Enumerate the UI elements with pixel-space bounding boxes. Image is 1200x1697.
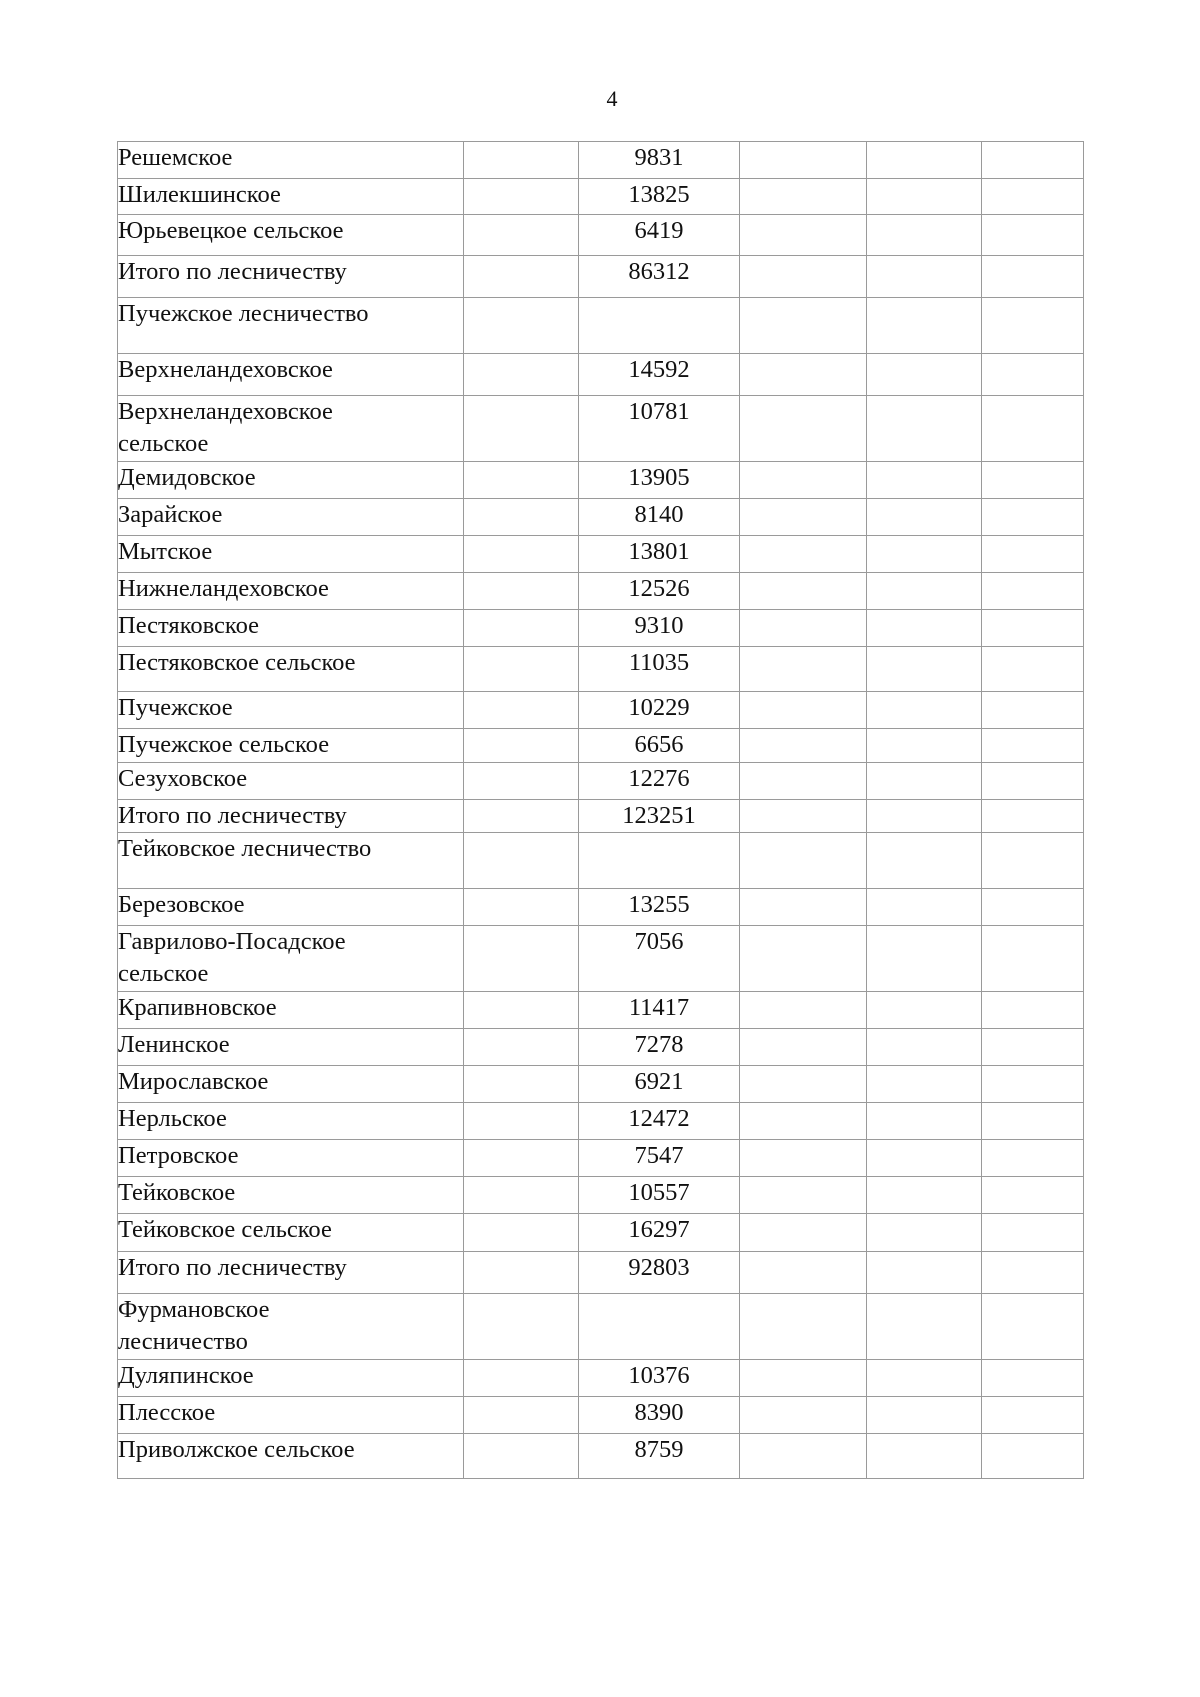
row-value: 6921 — [579, 1066, 740, 1103]
empty-cell — [464, 1177, 579, 1214]
row-name: Сезуховское — [118, 765, 248, 792]
empty-cell — [867, 1397, 982, 1434]
empty-cell — [867, 800, 982, 833]
row-value: 123251 — [579, 800, 740, 833]
empty-cell — [464, 610, 579, 647]
empty-cell — [867, 647, 982, 692]
empty-cell — [740, 298, 867, 354]
empty-cell — [867, 692, 982, 729]
empty-cell — [740, 647, 867, 692]
row-name-cell — [118, 179, 464, 215]
row-name-cell — [118, 354, 464, 396]
row-value: 11035 — [579, 647, 740, 692]
empty-cell — [464, 1103, 579, 1140]
empty-cell — [982, 610, 1084, 647]
row-name: Зарайское — [118, 501, 223, 528]
row-name: Гаврилово-Посадское сельское — [118, 928, 346, 987]
empty-cell — [982, 926, 1084, 992]
row-name: Тейковское сельское — [118, 1216, 332, 1243]
empty-cell — [464, 499, 579, 536]
row-name-cell — [118, 536, 464, 573]
empty-cell — [867, 256, 982, 298]
empty-cell — [982, 215, 1084, 256]
table-row — [118, 992, 1084, 1029]
empty-cell — [867, 215, 982, 256]
empty-cell — [982, 396, 1084, 462]
row-name: Итого по лесничеству — [118, 258, 347, 285]
empty-cell — [982, 692, 1084, 729]
table-row — [118, 1103, 1084, 1140]
row-value: 8390 — [579, 1397, 740, 1434]
table-row — [118, 1029, 1084, 1066]
row-name: Тейковское — [118, 1179, 236, 1206]
empty-cell — [740, 800, 867, 833]
empty-cell — [982, 1103, 1084, 1140]
empty-cell — [740, 729, 867, 763]
table-row — [118, 800, 1084, 833]
row-name-cell — [118, 573, 464, 610]
empty-cell — [464, 889, 579, 926]
empty-cell — [464, 536, 579, 573]
empty-cell — [740, 1103, 867, 1140]
empty-cell — [740, 573, 867, 610]
row-value: 92803 — [579, 1252, 740, 1294]
forestry-table — [117, 141, 1084, 1479]
table-row — [118, 215, 1084, 256]
table-row — [118, 833, 1084, 889]
empty-cell — [867, 889, 982, 926]
table-row — [118, 729, 1084, 763]
row-name: Верхнеландеховское сельское — [118, 398, 333, 457]
row-value: 10376 — [579, 1360, 740, 1397]
empty-cell — [982, 536, 1084, 573]
row-name-cell — [118, 647, 464, 692]
row-name-cell — [118, 833, 464, 889]
row-value: 11417 — [579, 992, 740, 1029]
empty-cell — [464, 1066, 579, 1103]
empty-cell — [740, 1177, 867, 1214]
row-name: Итого по лесничеству — [118, 802, 347, 829]
empty-cell — [867, 1360, 982, 1397]
row-name-cell — [118, 1252, 464, 1294]
empty-cell — [464, 298, 579, 354]
row-value: 7278 — [579, 1029, 740, 1066]
empty-cell — [867, 1294, 982, 1360]
empty-cell — [464, 1360, 579, 1397]
row-name-cell — [118, 1066, 464, 1103]
table-row — [118, 179, 1084, 215]
empty-cell — [867, 1103, 982, 1140]
empty-cell — [867, 992, 982, 1029]
empty-cell — [464, 833, 579, 889]
empty-cell — [982, 298, 1084, 354]
empty-cell — [740, 1140, 867, 1177]
empty-cell — [982, 142, 1084, 179]
empty-cell — [982, 1029, 1084, 1066]
row-value: 10781 — [579, 396, 740, 462]
empty-cell — [867, 1434, 982, 1479]
empty-cell — [740, 256, 867, 298]
row-value: 8140 — [579, 499, 740, 536]
page-number: 4 — [606, 86, 618, 111]
empty-cell — [464, 354, 579, 396]
row-name: Тейковское лесничество — [118, 835, 372, 862]
row-name: Нижнеландеховское — [118, 575, 329, 602]
empty-cell — [740, 1360, 867, 1397]
empty-cell — [464, 462, 579, 499]
row-name-cell — [118, 1029, 464, 1066]
empty-cell — [982, 889, 1084, 926]
table-row — [118, 1214, 1084, 1252]
row-name: Березовское — [118, 891, 245, 918]
empty-cell — [464, 396, 579, 462]
empty-cell — [464, 800, 579, 833]
empty-cell — [740, 610, 867, 647]
table-row — [118, 256, 1084, 298]
empty-cell — [867, 1214, 982, 1252]
empty-cell — [464, 692, 579, 729]
row-name: Петровское — [118, 1142, 239, 1169]
row-value: 9831 — [579, 142, 740, 179]
row-name: Дуляпинское — [118, 1362, 254, 1389]
empty-cell — [982, 179, 1084, 215]
empty-cell — [867, 763, 982, 800]
empty-cell — [867, 142, 982, 179]
empty-cell — [982, 499, 1084, 536]
table-row — [118, 354, 1084, 396]
row-name-cell — [118, 215, 464, 256]
row-name-cell — [118, 610, 464, 647]
table-row — [118, 889, 1084, 926]
row-name: Пестяковское сельское — [118, 649, 356, 676]
empty-cell — [982, 256, 1084, 298]
row-value: 10229 — [579, 692, 740, 729]
empty-cell — [740, 1397, 867, 1434]
empty-cell — [982, 800, 1084, 833]
row-name-cell — [118, 1214, 464, 1252]
empty-cell — [740, 179, 867, 215]
empty-cell — [740, 1252, 867, 1294]
row-name-cell — [118, 729, 464, 763]
empty-cell — [867, 610, 982, 647]
table-row — [118, 1360, 1084, 1397]
row-value: 13825 — [579, 179, 740, 215]
empty-cell — [740, 215, 867, 256]
empty-cell — [867, 499, 982, 536]
empty-cell — [464, 1252, 579, 1294]
row-name-cell — [118, 992, 464, 1029]
empty-cell — [464, 647, 579, 692]
table-row — [118, 610, 1084, 647]
row-value: 86312 — [579, 256, 740, 298]
row-value: 13801 — [579, 536, 740, 573]
empty-cell — [867, 1177, 982, 1214]
row-name: Мирославское — [118, 1068, 269, 1095]
table-row — [118, 1252, 1084, 1294]
row-name-cell — [118, 298, 464, 354]
empty-cell — [867, 354, 982, 396]
empty-cell — [740, 833, 867, 889]
table-row — [118, 298, 1084, 354]
empty-cell — [740, 354, 867, 396]
empty-cell — [464, 1214, 579, 1252]
row-value: 13255 — [579, 889, 740, 926]
row-value: 12276 — [579, 763, 740, 800]
empty-cell — [740, 926, 867, 992]
empty-cell — [982, 833, 1084, 889]
empty-cell — [740, 889, 867, 926]
empty-cell — [867, 536, 982, 573]
empty-cell — [867, 396, 982, 462]
row-name: Итого по лесничеству — [118, 1254, 347, 1281]
row-name: Пучежское сельское — [118, 731, 330, 758]
table-row — [118, 499, 1084, 536]
empty-cell — [464, 142, 579, 179]
row-value: 6656 — [579, 729, 740, 763]
row-name-cell — [118, 926, 464, 992]
empty-cell — [982, 1066, 1084, 1103]
table-row — [118, 1397, 1084, 1434]
empty-cell — [982, 1177, 1084, 1214]
table-row — [118, 462, 1084, 499]
row-name: Верхнеландеховское — [118, 356, 333, 383]
row-name-cell — [118, 1294, 464, 1360]
row-name: Фурмановское лесничество — [118, 1296, 270, 1355]
empty-cell — [740, 142, 867, 179]
empty-cell — [982, 1252, 1084, 1294]
row-name-cell — [118, 142, 464, 179]
empty-cell — [867, 1252, 982, 1294]
row-name-cell — [118, 1103, 464, 1140]
empty-cell — [740, 499, 867, 536]
row-name-cell — [118, 1177, 464, 1214]
row-name-cell — [118, 1397, 464, 1434]
empty-cell — [464, 729, 579, 763]
empty-cell — [867, 729, 982, 763]
row-name: Приволжское сельское — [118, 1436, 355, 1463]
empty-cell — [740, 1434, 867, 1479]
empty-cell — [982, 647, 1084, 692]
row-value: 13905 — [579, 462, 740, 499]
row-name: Мытское — [118, 538, 213, 565]
empty-cell — [740, 1029, 867, 1066]
row-value: 16297 — [579, 1214, 740, 1252]
row-name: Юрьевецкое сельское — [118, 217, 344, 244]
empty-cell — [982, 1294, 1084, 1360]
empty-cell — [464, 1140, 579, 1177]
row-name: Крапивновское — [118, 994, 277, 1021]
table-row — [118, 142, 1084, 179]
empty-cell — [464, 215, 579, 256]
empty-cell — [867, 1066, 982, 1103]
table-row — [118, 1294, 1084, 1360]
row-value: 7056 — [579, 926, 740, 992]
row-name-cell — [118, 1360, 464, 1397]
empty-cell — [740, 1294, 867, 1360]
row-name-cell — [118, 499, 464, 536]
empty-cell — [867, 1140, 982, 1177]
empty-cell — [464, 763, 579, 800]
empty-cell — [740, 396, 867, 462]
row-value — [579, 833, 740, 889]
table-row — [118, 647, 1084, 692]
empty-cell — [740, 1066, 867, 1103]
row-value: 6419 — [579, 215, 740, 256]
empty-cell — [464, 992, 579, 1029]
row-name: Пучежское — [118, 694, 233, 721]
table-row — [118, 573, 1084, 610]
table-row — [118, 1066, 1084, 1103]
row-value: 8759 — [579, 1434, 740, 1479]
empty-cell — [982, 573, 1084, 610]
row-name-cell — [118, 692, 464, 729]
empty-cell — [982, 354, 1084, 396]
empty-cell — [867, 573, 982, 610]
empty-cell — [740, 1214, 867, 1252]
row-name-cell — [118, 889, 464, 926]
table-row — [118, 1177, 1084, 1214]
empty-cell — [867, 298, 982, 354]
row-value: 7547 — [579, 1140, 740, 1177]
empty-cell — [740, 536, 867, 573]
empty-cell — [740, 692, 867, 729]
empty-cell — [867, 1029, 982, 1066]
empty-cell — [982, 1140, 1084, 1177]
empty-cell — [740, 992, 867, 1029]
empty-cell — [867, 833, 982, 889]
table-row — [118, 763, 1084, 800]
table-row — [118, 1140, 1084, 1177]
empty-cell — [982, 1397, 1084, 1434]
row-name: Ленинское — [118, 1031, 230, 1058]
empty-cell — [982, 1214, 1084, 1252]
empty-cell — [982, 729, 1084, 763]
table-row — [118, 536, 1084, 573]
row-value: 12526 — [579, 573, 740, 610]
empty-cell — [740, 763, 867, 800]
empty-cell — [867, 179, 982, 215]
row-name: Решемское — [118, 144, 233, 171]
empty-cell — [464, 1434, 579, 1479]
row-name: Пучежское лесничество — [118, 300, 369, 327]
empty-cell — [464, 573, 579, 610]
empty-cell — [982, 1360, 1084, 1397]
row-name: Шилекшинское — [118, 181, 281, 208]
empty-cell — [740, 462, 867, 499]
row-name-cell — [118, 396, 464, 462]
row-value: 14592 — [579, 354, 740, 396]
empty-cell — [464, 1397, 579, 1434]
row-value: 9310 — [579, 610, 740, 647]
table-row — [118, 692, 1084, 729]
empty-cell — [867, 926, 982, 992]
row-value: 10557 — [579, 1177, 740, 1214]
row-name: Нерльское — [118, 1105, 227, 1132]
row-name-cell — [118, 462, 464, 499]
empty-cell — [464, 1294, 579, 1360]
row-name: Плесское — [118, 1399, 216, 1426]
row-name-cell — [118, 800, 464, 833]
empty-cell — [464, 926, 579, 992]
row-name-cell — [118, 763, 464, 800]
row-value — [579, 298, 740, 354]
row-name: Пестяковское — [118, 612, 259, 639]
row-name-cell — [118, 1434, 464, 1479]
row-name: Демидовское — [118, 464, 256, 491]
empty-cell — [982, 1434, 1084, 1479]
empty-cell — [867, 462, 982, 499]
empty-cell — [982, 462, 1084, 499]
empty-cell — [464, 179, 579, 215]
empty-cell — [464, 256, 579, 298]
table-row — [118, 926, 1084, 992]
row-value — [579, 1294, 740, 1360]
table-row — [118, 396, 1084, 462]
row-name-cell — [118, 256, 464, 298]
table-row — [118, 1434, 1084, 1479]
row-name-cell — [118, 1140, 464, 1177]
row-value: 12472 — [579, 1103, 740, 1140]
empty-cell — [464, 1029, 579, 1066]
empty-cell — [982, 992, 1084, 1029]
empty-cell — [982, 763, 1084, 800]
